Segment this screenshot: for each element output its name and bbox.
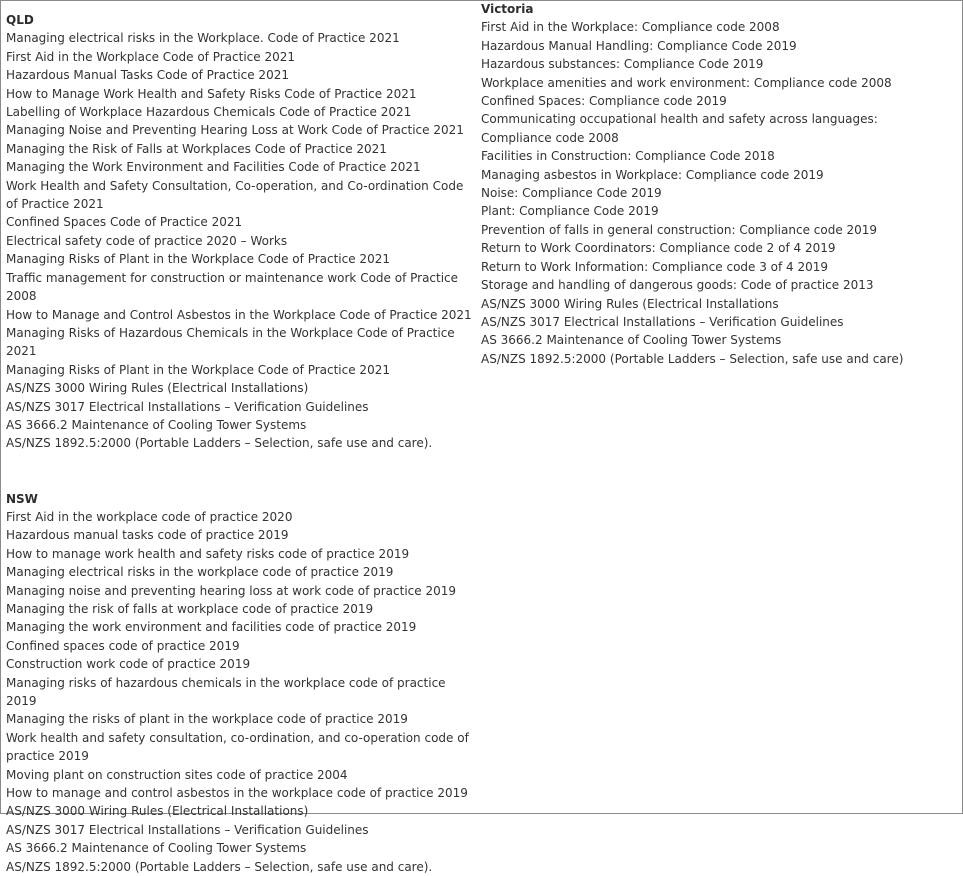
- victoria-list-item: Plant: Compliance Code 2019: [481, 204, 659, 219]
- qld-list-item: Work Health and Safety Consultation, Co-operation, and Co-ordination Code of Practice 2021: [6, 178, 464, 212]
- nsw-list-item: First Aid in the workplace code of practice 2020: [6, 509, 293, 524]
- nsw-list-item: How to manage work health and safety risks code of practice 2019: [6, 546, 410, 561]
- nsw-list-item: AS/NZS 3017 Electrical Installations – Verification Guidelines: [6, 822, 369, 837]
- nsw-list-item: AS 3666.2 Maintenance of Cooling Tower Systems: [6, 841, 307, 856]
- nsw-list-item: Construction work code of practice 2019: [6, 657, 251, 672]
- nsw-list-item: Confined spaces code of practice 2019: [6, 638, 240, 653]
- victoria-list-item: Workplace amenities and work environment: Compliance code 2008: [481, 75, 892, 90]
- victoria-list-item: First Aid in the Workplace: Compliance code 2008: [481, 20, 780, 35]
- nsw-list-item: Managing the work environment and facilities code of practice 2019: [6, 620, 417, 635]
- qld-list: [6, 29, 476, 452]
- nsw-list-item: Managing electrical risks in the workplace code of practice 2019: [6, 565, 394, 580]
- qld-list-item: Managing the Work Environment and Facilities Code of Practice 2021: [6, 160, 421, 175]
- right-column: [481, 0, 951, 368]
- victoria-list-item: Communicating occupational health and safety across languages: Compliance code 2008: [481, 112, 878, 145]
- qld-list-item: AS 3666.2 Maintenance of Cooling Tower Systems: [6, 417, 307, 432]
- qld-list-item: Confined Spaces Code of Practice 2021: [6, 215, 243, 230]
- victoria-list-item: Return to Work Information: Compliance code 3 of 4 2019: [481, 259, 829, 274]
- nsw-list-item: Managing the risk of falls at workplace code of practice 2019: [6, 601, 374, 616]
- victoria-list-item: Noise: Compliance Code 2019: [481, 186, 662, 201]
- victoria-list-item: Hazardous Manual Handling: Compliance Code 2019: [481, 38, 797, 53]
- qld-list-item: AS/NZS 3000 Wiring Rules (Electrical Installations): [6, 381, 309, 396]
- qld-list-item: Managing electrical risks in the Workplace. Code of Practice 2021: [6, 31, 400, 46]
- victoria-list-item: Facilities in Construction: Compliance Code 2018: [481, 149, 775, 164]
- left-column: [6, 11, 476, 876]
- qld-list-item: Managing Risks of Hazardous Chemicals in the Workplace Code of Practice 2021: [6, 325, 455, 359]
- nsw-list-item: Hazardous manual tasks code of practice 2019: [6, 528, 289, 543]
- victoria-list-item: AS/NZS 3000 Wiring Rules (Electrical Installations: [481, 296, 779, 311]
- victoria-section: [481, 0, 951, 368]
- victoria-list-item: Managing asbestos in Workplace: Compliance code 2019: [481, 167, 824, 182]
- qld-heading: QLD: [6, 13, 34, 27]
- qld-list-item: How to Manage and Control Asbestos in the Workplace Code of Practice 2021: [6, 307, 472, 322]
- nsw-list-item: AS/NZS 3000 Wiring Rules (Electrical Installations): [6, 804, 309, 819]
- qld-list-item: First Aid in the Workplace Code of Practice 2021: [6, 49, 295, 64]
- victoria-heading: Victoria: [481, 2, 534, 16]
- nsw-section: [6, 490, 476, 876]
- victoria-list: [481, 18, 951, 368]
- victoria-list-item: Hazardous substances: Compliance Code 2019: [481, 57, 764, 72]
- qld-list-item: How to Manage Work Health and Safety Risks Code of Practice 2021: [6, 86, 417, 101]
- qld-list-item: Traffic management for construction or maintenance work Code of Practice 2008: [6, 270, 459, 304]
- qld-list-item: Managing Risks of Plant in the Workplace Code of Practice 2021: [6, 362, 390, 377]
- nsw-list-item: Managing the risks of plant in the workplace code of practice 2019: [6, 712, 408, 727]
- qld-list-item: AS/NZS 3017 Electrical Installations – Verification Guidelines: [6, 399, 369, 414]
- nsw-heading: NSW: [6, 491, 38, 506]
- qld-section: [6, 11, 476, 453]
- nsw-list-item: How to manage and control asbestos in the workplace code of practice 2019: [6, 786, 468, 801]
- qld-list-item: Electrical safety code of practice 2020 – Works: [6, 233, 288, 248]
- qld-list-item: AS/NZS 1892.5:2000 (Portable Ladders – Selection, safe use and care).: [6, 436, 433, 451]
- section-spacer: [6, 471, 476, 489]
- victoria-list-item: AS/NZS 1892.5:2000 (Portable Ladders – Selection, safe use and care): [481, 351, 904, 366]
- qld-list-item: Hazardous Manual Tasks Code of Practice 2021: [6, 68, 289, 83]
- nsw-list-item: Moving plant on construction sites code of practice 2004: [6, 767, 348, 782]
- section-spacer: [6, 453, 476, 471]
- qld-list-item: Labelling of Workplace Hazardous Chemicals Code of Practice 2021: [6, 105, 412, 120]
- nsw-list-item: Managing risks of hazardous chemicals in the workplace code of practice 2019: [6, 675, 446, 708]
- qld-list-item: Managing Risks of Plant in the Workplace Code of Practice 2021: [6, 252, 390, 267]
- nsw-list-item: AS/NZS 1892.5:2000 (Portable Ladders – Selection, safe use and care).: [6, 859, 433, 874]
- qld-list-item: Managing the Risk of Falls at Workplaces Code of Practice 2021: [6, 141, 387, 156]
- nsw-list-item: Work health and safety consultation, co-ordination, and co-operation code of practice 2019: [6, 730, 469, 764]
- victoria-list-item: AS/NZS 3017 Electrical Installations – Verification Guidelines: [481, 314, 844, 329]
- victoria-list-item: Storage and handling of dangerous goods: Code of practice 2013: [481, 278, 874, 293]
- qld-list-item: Managing Noise and Preventing Hearing Loss at Work Code of Practice 2021: [6, 123, 464, 138]
- victoria-list-item: Confined Spaces: Compliance code 2019: [481, 94, 727, 109]
- nsw-list: [6, 508, 476, 876]
- nsw-list-item: Managing noise and preventing hearing loss at work code of practice 2019: [6, 583, 456, 598]
- victoria-list-item: AS 3666.2 Maintenance of Cooling Tower Systems: [481, 333, 782, 348]
- victoria-list-item: Return to Work Coordinators: Compliance code 2 of 4 2019: [481, 241, 836, 256]
- victoria-list-item: Prevention of falls in general construction: Compliance code 2019: [481, 222, 878, 237]
